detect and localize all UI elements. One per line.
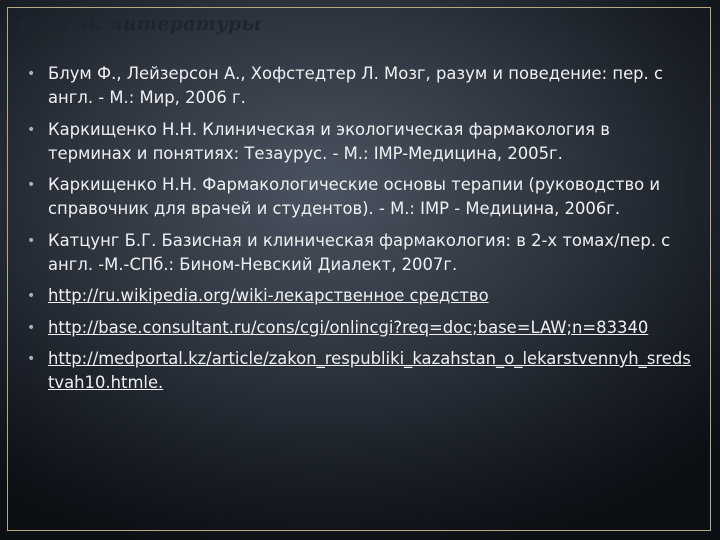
- slide-title: Список литературы: [20, 13, 262, 35]
- reference-item: [27, 229, 693, 277]
- reference-text: Каркищенко Н.Н. Фармакологические основы терапии (руководство и справочник для врачей и студентов). - М.: IMP - Медицина, 2006г.: [48, 175, 661, 218]
- reference-text: Блум Ф., Лейзерсон А., Хофстедтер Л. Мозг, разум и поведение: пер. с англ. - М.: Мир, 2006 г.: [48, 64, 663, 107]
- bullet-icon: •: [27, 288, 36, 304]
- reference-item: [27, 118, 693, 166]
- reference-link-medportal[interactable]: http://medportal.kz/article/zakon_respubliki_kazahstan_o_lekarstvennyh_sredstvah10.htmle.: [48, 349, 691, 392]
- bullet-icon: •: [27, 121, 36, 138]
- reference-item: [27, 173, 693, 221]
- reference-link-consultant[interactable]: http://base.consultant.ru/cons/cgi/onlincgi?req=doc;base=LAW;n=83340: [48, 317, 649, 337]
- bullet-icon: •: [27, 351, 36, 367]
- bullet-icon: •: [27, 177, 36, 193]
- reference-item: [27, 347, 693, 395]
- reference-link-wikipedia[interactable]: http://ru.wikipedia.org/wiki-лекарственное средство: [48, 286, 489, 305]
- reference-list: [27, 62, 693, 403]
- reference-item: [27, 284, 693, 308]
- reference-text: Катцунг Б.Г. Базисная и клиническая фармакология: в 2-х томах/пер. с англ. -М.-СПб.: Бином-Невский Диалект, 2007г.: [48, 230, 671, 274]
- reference-text: Каркищенко Н.Н. Клиническая и экологическая фармакология в терминах и понятиях: Тезаурус. - М.: IMP-Медицина, 2005г.: [48, 119, 610, 163]
- bullet-icon: •: [27, 232, 36, 249]
- reference-item: [27, 62, 693, 110]
- reference-item: [27, 316, 693, 340]
- bullet-icon: •: [27, 319, 36, 336]
- bullet-icon: •: [27, 66, 36, 82]
